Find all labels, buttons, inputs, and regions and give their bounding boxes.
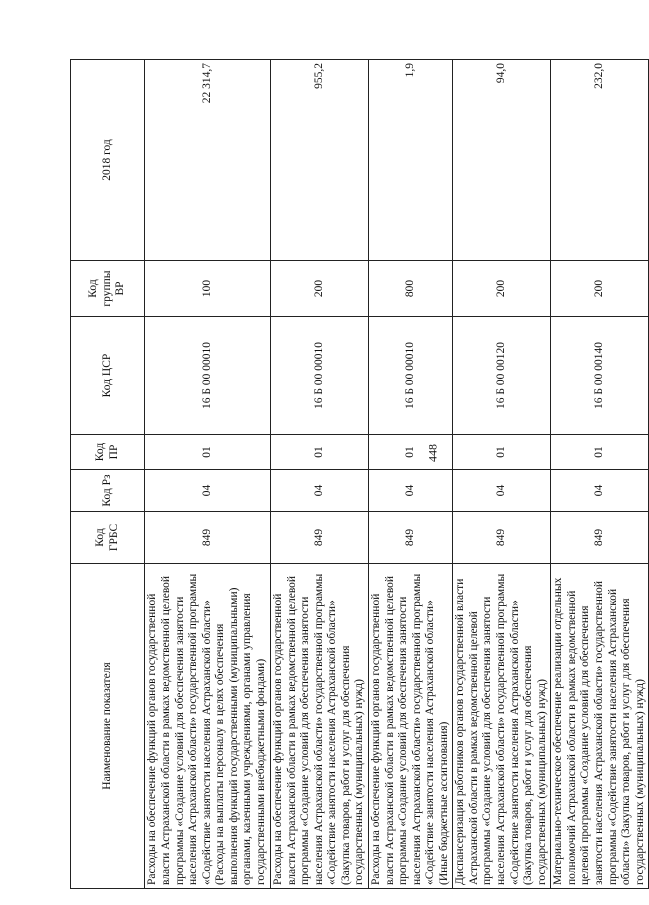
cell-vr: 200 <box>271 261 369 317</box>
header-grbs: Код ГРБС <box>71 512 145 564</box>
budget-table <box>70 59 649 889</box>
table-header-row <box>71 60 145 889</box>
header-rz: Код Рз <box>71 470 145 512</box>
cell-csr: 16 Б 00 00010 <box>271 317 369 435</box>
cell-grbs: 849 <box>145 512 271 564</box>
header-year: 2018 год <box>71 60 145 261</box>
cell-csr: 16 Б 00 00010 <box>368 317 452 435</box>
cell-csr: 16 Б 00 00010 <box>145 317 271 435</box>
cell-name: Расходы на обеспечение функций органов государственной власти Астраханской области в рамках ведомственной целевой программы «Создание условий для обеспечения занятости населения Астраханской области» государственной программы «Содействие занятости населения Астраханской области» (Закупка товаров, работ и услуг для обеспечения государственных (муниципальных) нужд) <box>271 564 369 889</box>
cell-name: Расходы на обеспечение функций органов государственной власти Астраханской области в рамках ведомственной целевой программы «Создание условий для обеспечения занятости населения Астраханской области» государственной программы «Содействие занятости населения Астраханской области» (Расходы на выплаты персоналу в целях обеспечения выполнения функций государственными (муниципальными) органами, казенными учреждениями, органами управления государственными внебюджетными фондами) <box>145 564 271 889</box>
table-row <box>271 60 369 889</box>
cell-value: 232,0 <box>551 60 649 261</box>
cell-vr: 100 <box>145 261 271 317</box>
cell-rz: 04 <box>368 470 452 512</box>
cell-csr: 16 Б 00 00140 <box>551 317 649 435</box>
cell-pr: 01 <box>453 435 551 470</box>
rotated-table-container <box>70 60 646 889</box>
cell-rz: 04 <box>551 470 649 512</box>
cell-grbs: 849 <box>551 512 649 564</box>
cell-pr: 01 <box>368 435 452 470</box>
cell-rz: 04 <box>271 470 369 512</box>
cell-name: Материально-техническое обеспечение реализации отдельных полномочий Астраханской области в рамках ведомственной целевой программы «Создание условий для обеспечения занятости населения Астраханской области» государственной программы «Содействие занятости населения Астраханской области» (Закупка товаров, работ и услуг для обеспечения государственных (муниципальных) нужд) <box>551 564 649 889</box>
table-row <box>453 60 551 889</box>
page-number: 448 <box>425 444 440 462</box>
cell-csr: 16 Б 00 00120 <box>453 317 551 435</box>
header-pr: Код ПР <box>71 435 145 470</box>
cell-value: 955,2 <box>271 60 369 261</box>
cell-grbs: 849 <box>271 512 369 564</box>
header-name: Наименование показателя <box>71 564 145 889</box>
cell-pr: 01 <box>551 435 649 470</box>
cell-rz: 04 <box>453 470 551 512</box>
header-csr: Код ЦСР <box>71 317 145 435</box>
table-row <box>145 60 271 889</box>
cell-grbs: 849 <box>453 512 551 564</box>
cell-value: 22 314,7 <box>145 60 271 261</box>
cell-vr: 200 <box>551 261 649 317</box>
cell-grbs: 849 <box>368 512 452 564</box>
cell-vr: 800 <box>368 261 452 317</box>
cell-name: Расходы на обеспечение функций органов государственной власти Астраханской области в рамках ведомственной целевой программы «Создание условий для обеспечения занятости населения Астраханской области» государственной программы «Содействие занятости населения Астраханской области» (Иные бюджетные ассигнования) <box>368 564 452 889</box>
cell-vr: 200 <box>453 261 551 317</box>
cell-name: Диспансеризация работников органов государственной власти Астраханской области в рамках ведомственной целевой программы «Создание условий для обеспечения занятости населения Астраханской области» государственной программы «Содействие занятости населения Астраханской области» (Закупка товаров, работ и услуг для обеспечения государственных (муниципальных) нужд) <box>453 564 551 889</box>
table-row <box>368 60 452 889</box>
cell-value: 1,9 <box>368 60 452 261</box>
cell-pr: 01 <box>145 435 271 470</box>
cell-pr: 01 <box>271 435 369 470</box>
cell-rz: 04 <box>145 470 271 512</box>
header-vr: Код группы ВР <box>71 261 145 317</box>
table-row <box>551 60 649 889</box>
cell-value: 94,0 <box>453 60 551 261</box>
